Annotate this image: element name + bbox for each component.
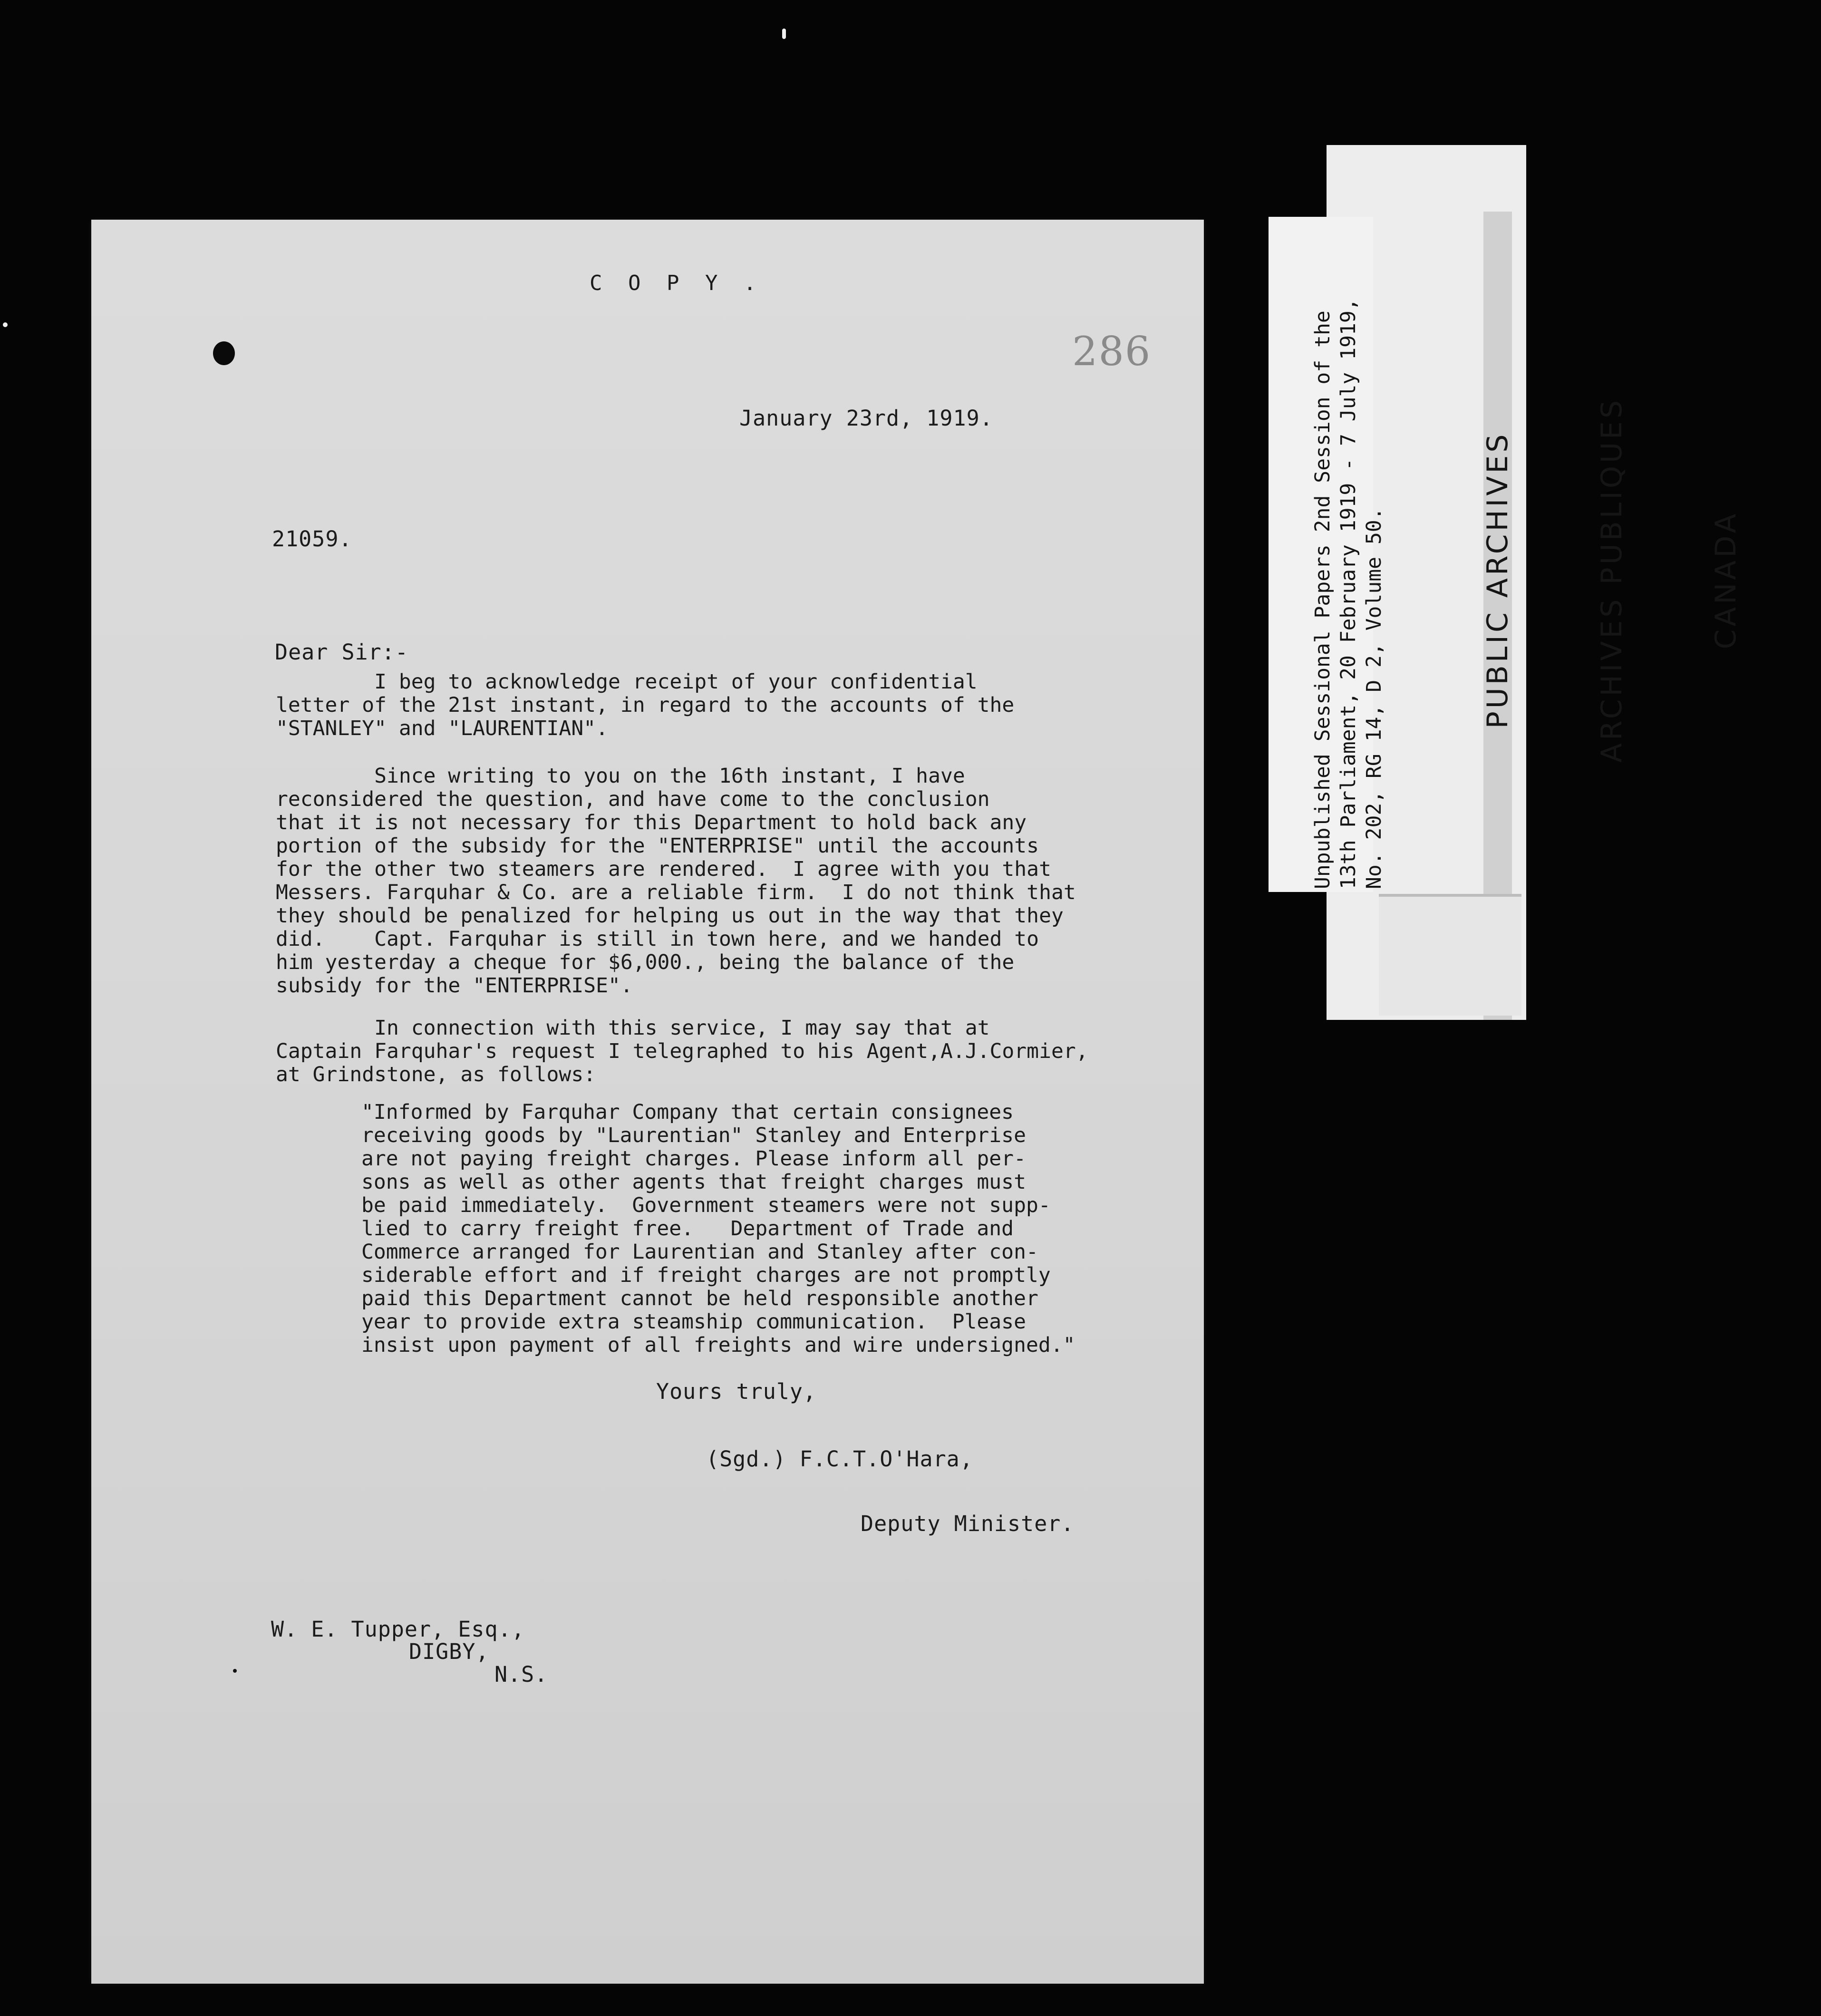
body-paragraph: In connection with this service, I may say that at Captain Farquhar's request I telegraphed to his Agent,A.J.Cormier, at Grindstone, as follows:: [276, 1016, 1088, 1086]
archive-stamp-line: PUBLIC ARCHIVES: [1481, 431, 1514, 729]
closing: Yours truly,: [656, 1379, 817, 1404]
signature: (Sgd.) F.C.T.O'Hara,: [706, 1446, 973, 1472]
archive-stamp-line: CANADA: [1709, 511, 1743, 649]
archive-stamp-line: ARCHIVES PUBLIQUES: [1595, 397, 1628, 763]
body-paragraph: I beg to acknowledge receipt of your confidential letter of the 21st instant, in regard to the accounts of the "STANLEY" and "LAURENTIAN".: [276, 670, 1015, 740]
film-speck: [3, 322, 8, 327]
archive-citation: Unpublished Sessional Papers 2nd Session of the 13th Parliament, 20 February 1919 - 7 July 1919, No. 202, RG 14, D 2, Volume 50.: [1311, 298, 1386, 889]
folio-number: 286: [1072, 328, 1152, 375]
ink-speck: [233, 1669, 237, 1673]
copy-heading: C O P Y .: [590, 271, 763, 295]
salutation: Dear Sir:-: [275, 640, 408, 665]
telegram-quote: "Informed by Farquhar Company that certain consignees receiving goods by "Laurentian" Stanley and Enterprise are not paying freight charges. Please inform all per- sons as well as other agents that freight charges must be paid immediately. Government steamers were not supp- lied to carry freight free. Department of Trade and Commerce arranged for Laurentian and Stanley after con- siderable effort and if freight charges are not promptly paid this Department cannot be held responsible another year to provide extra steamship communication. Please insist upon payment of all freights and wire undersigned.": [361, 1100, 1075, 1357]
film-speck: [782, 29, 786, 39]
addressee-name: W. E. Tupper, Esq.,: [271, 1617, 525, 1642]
punch-hole: [213, 341, 235, 365]
addressee-province: N.S.: [494, 1662, 548, 1687]
archive-stamp: [1403, 380, 1821, 780]
signatory-title: Deputy Minister.: [861, 1511, 1075, 1536]
archive-label-stub: [1379, 894, 1521, 1016]
body-paragraph: Since writing to you on the 16th instant, I have reconsidered the question, and have come to the conclusion that it is not necessary for this Department to hold back any portion of the subsidy for the "ENTERPRISE" until the accounts for the other two steamers are rendered. I agree with you that Messers. Farquhar & Co. are a reliable firm. I do not think that they should be penalized for helping us out in the way that they did. Capt. Farquhar is still in town here, and we handed to him yesterday a cheque for $6,000., being the balance of the subsidy for the "ENTERPRISE".: [276, 764, 1076, 998]
letter-date: January 23rd, 1919.: [739, 406, 993, 431]
file-number: 21059.: [272, 526, 352, 552]
addressee-city: DIGBY,: [409, 1639, 489, 1664]
